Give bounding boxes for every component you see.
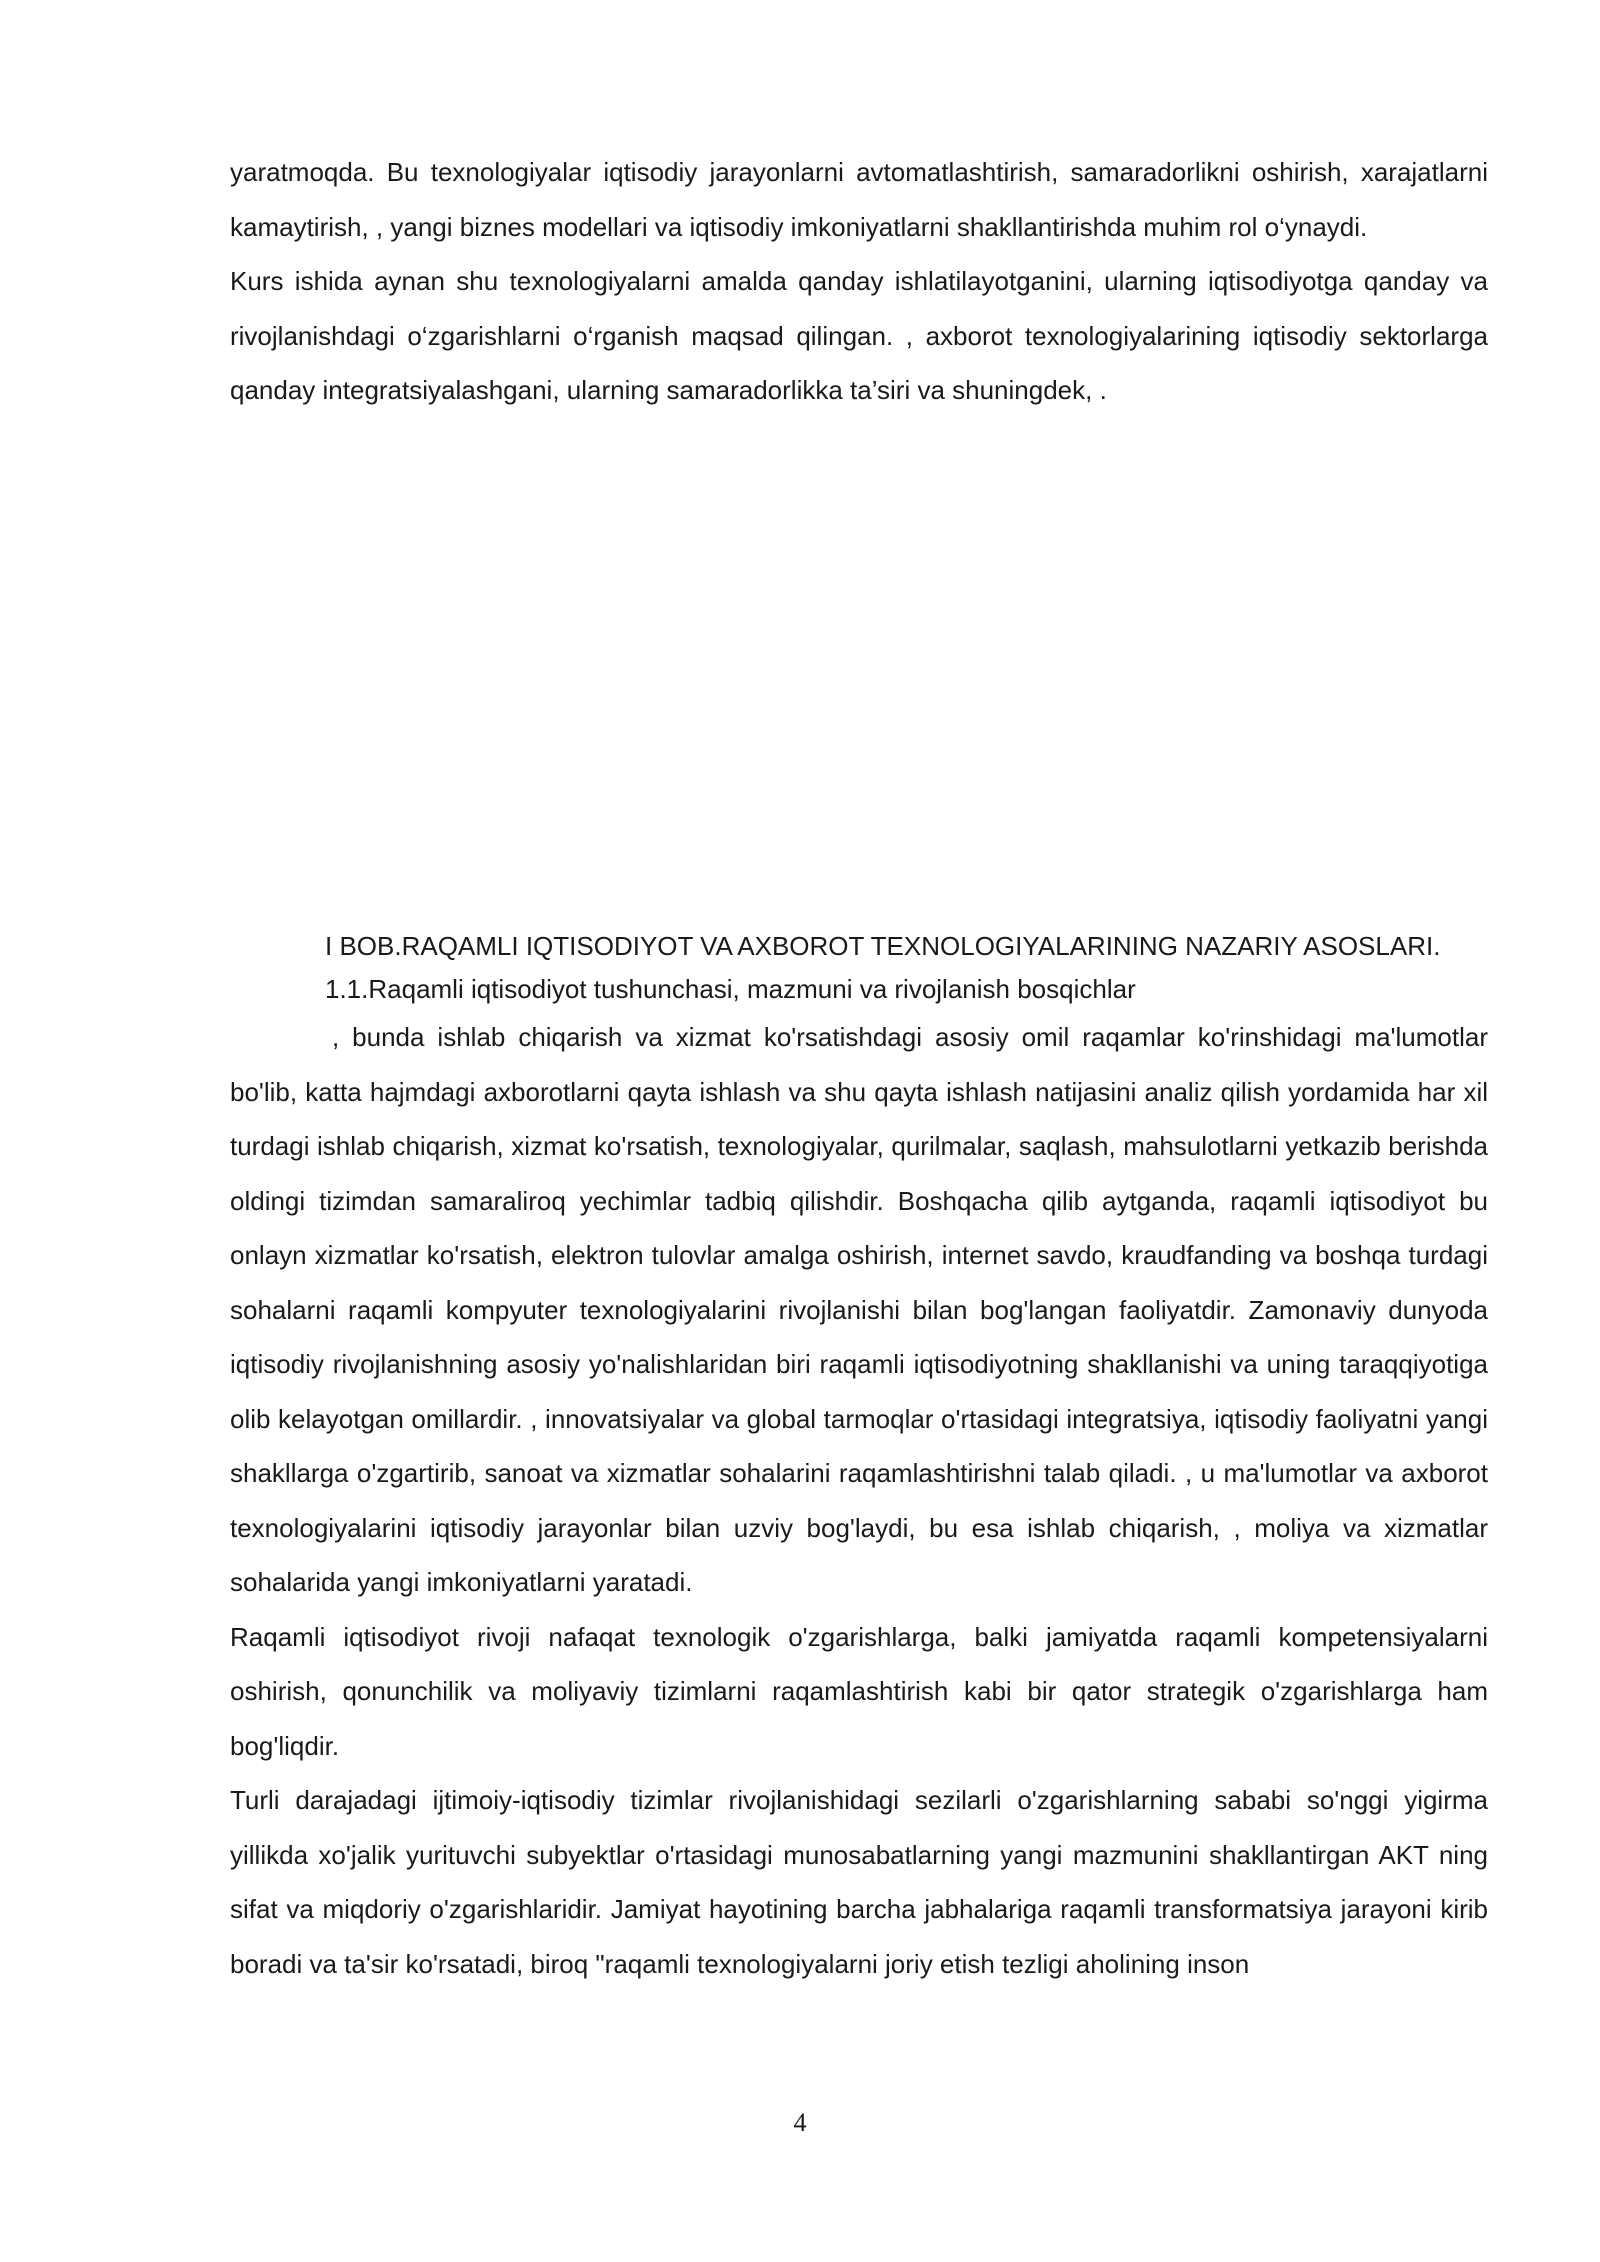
chapter-paragraph-1: , bunda ishlab chiqarish va xizmat ko'rsatishdagi asosiy omil raqamlar ko'rinshidagi ma'lumotlar bo'lib, katta hajmdagi axborotlarni qayta ishlash va shu qayta ishlash natijasini analiz qilish yordamida har xil turdagi ishlab chiqarish, xizmat ko'rsatish, texnologiyalar, qurilmalar, saqlash, mahsulotlarni yetkazib berishda oldingi tizimdan samaraliroq yechimlar tadbiq qilishdir. Boshqacha qilib aytganda, raqamli iqtisodiyot bu onlayn xizmatlar ko'rsatish, elektron tulovlar amalga oshirish, internet savdo, kraudfanding va boshqa turdagi sohalarni raqamli kompyuter texnologiyalarini rivojlanishi bilan bog'langan faoliyatdir. Zamonaviy dunyoda iqtisodiy rivojlanishning asosiy yo'nalishlaridan biri raqamli iqtisodiyotning shakllanishi va uning taraqqiyotiga olib kelayotgan omillardir. , innovatsiyalar va global tarmoqlar o'rtasidagi integratsiya, iqtisodiy faoliyatni yangi shakllarga o'zgartirib, sanoat va xizmatlar sohalarini raqamlashtirishni talab qiladi. , u ma'lumotlar va axborot texnologiyalarini iqtisodiy jarayonlar bilan uzviy bog'laydi, bu esa ishlab chiqarish, , moliya va xizmatlar sohalarida yangi imkoniyatlarni yaratadi. <box>230 1022 1488 1597</box>
intro-paragraph-2: Kurs ishida aynan shu texnologiyalarni amalda qanday ishlatilayotganini, ularning iqtisodiyotga qanday va rivojlanishdagi o‘zgarishlarni o‘rganish maqsad qilingan. , axborot texnologiyalarining iqtisodiy sektorlarga qanday integratsiyalashgani, ularning samaradorlikka ta’siri va shuningdek, . <box>230 266 1488 405</box>
intro-paragraph-1: yaratmoqda. Bu texnologiyalar iqtisodiy jarayonlarni avtomatlashtirish, samaradorlikni oshirish, xarajatlarni kamaytirish, , yangi biznes modellari va iqtisodiy imkoniyatlarni shakllantirishda muhim rol o‘ynaydi. <box>230 157 1488 242</box>
chapter-paragraph-2: Raqamli iqtisodiyot rivoji nafaqat texnologik o'zgarishlarga, balki jamiyatda raqamli kompetensiyalarni oshirish, qonunchilik va moliyaviy tizimlarni raqamlashtirish kabi bir qator strategik o'zgarishlarga ham bog'liqdir. <box>230 1621 1488 1761</box>
chapter-title: I BOB.RAQAMLI IQTISODIYOT VA AXBOROT TEXNOLOGIYALARINING NAZARIY ASOSLARI. <box>325 931 1441 961</box>
section-title: 1.1.Raqamli iqtisodiyot tushunchasi, mazmuni va rivojlanish bosqichlar <box>325 974 1136 1004</box>
page-number: 4 <box>793 2108 807 2137</box>
chapter-block <box>230 924 1488 1991</box>
chapter-paragraph-3: Turli darajadagi ijtimoiy-iqtisodiy tizimlar rivojlanishidagi sezilarli o'zgarishlarning sababi so'nggi yigirma yillikda xo'jalik yurituvchi subyektlar o'rtasidagi munosabatlarning yangi mazmunini shakllantirgan AKT ning sifat va miqdoriy o'zgarishlaridir. Jamiyat hayotining barcha jabhalariga raqamli transformatsiya jarayoni kirib boradi va ta'sir ko'rsatadi, biroq "raqamli texnologiyalarni joriy etish tezligi aholining inson <box>230 1785 1488 1979</box>
intro-text-block <box>230 145 1488 418</box>
